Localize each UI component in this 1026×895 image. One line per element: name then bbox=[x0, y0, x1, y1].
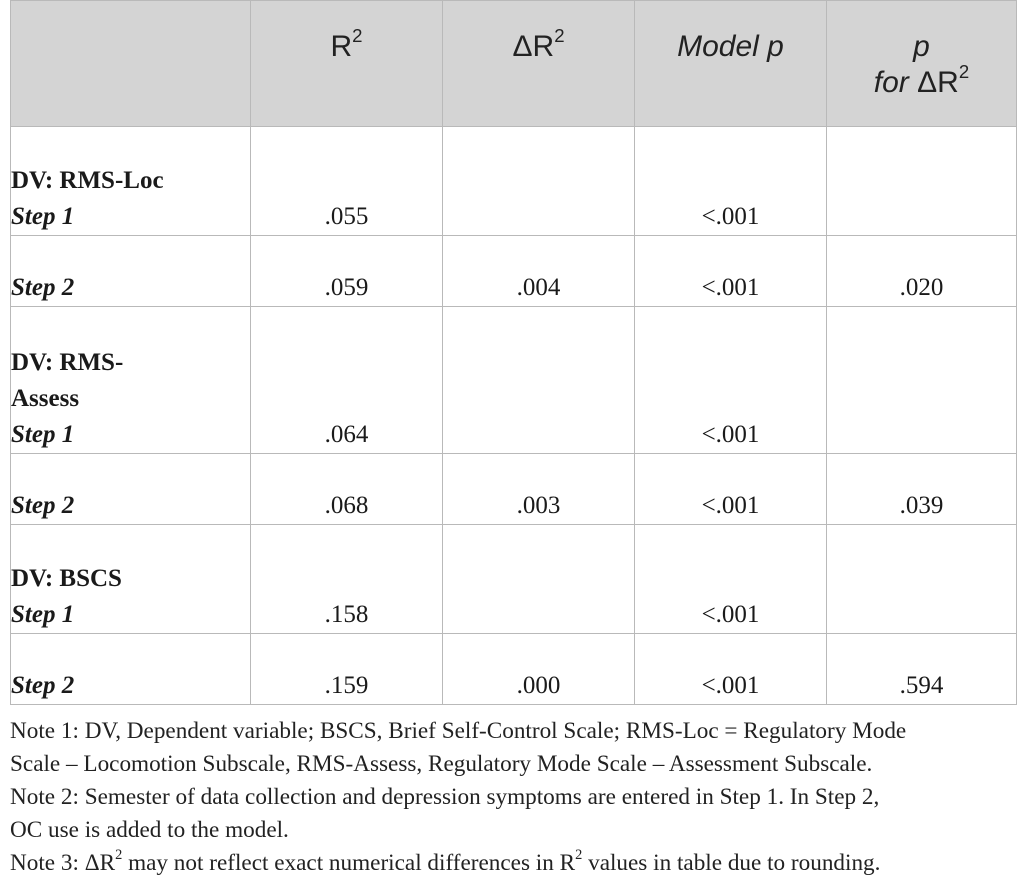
regression-table bbox=[10, 0, 1017, 705]
table-header-row bbox=[11, 1, 1017, 127]
cell-delta-r2 bbox=[443, 127, 635, 236]
cell-r2: .055 bbox=[251, 127, 443, 236]
row-label bbox=[11, 525, 251, 634]
dv-label: DV: RMS- bbox=[11, 349, 124, 376]
cell-delta-r2 bbox=[443, 525, 635, 634]
cell-p-delta-r2 bbox=[827, 127, 1017, 236]
table-page bbox=[10, 0, 1016, 880]
note-2-line-2: OC use is added to the model. bbox=[10, 817, 289, 843]
cell-model-p: <.001 bbox=[635, 127, 827, 236]
cell-p-delta-r2 bbox=[827, 525, 1017, 634]
step-label: Step 2 bbox=[11, 672, 75, 699]
note-1-line-1: Note 1: DV, Dependent variable; BSCS, Brief Self-Control Scale; RMS-Loc = Regulatory Mode bbox=[10, 718, 907, 744]
note-3: Note 3: $\Delta R^2$ may not reflect exact numerical differences in $R^2$ values in table due to rounding. bbox=[10, 847, 881, 876]
cell-p-delta-r2 bbox=[827, 307, 1017, 454]
cell-delta-r2: .003 bbox=[443, 454, 635, 525]
cell-p-delta-r2: .039 bbox=[827, 454, 1017, 525]
row-label bbox=[11, 454, 251, 525]
cell-p-delta-r2: .594 bbox=[827, 634, 1017, 705]
cell-delta-r2: .004 bbox=[443, 236, 635, 307]
table-row bbox=[11, 307, 1017, 454]
cell-r2: .059 bbox=[251, 236, 443, 307]
table-row bbox=[11, 634, 1017, 705]
cell-model-p: <.001 bbox=[635, 236, 827, 307]
dv-label: DV: BSCS bbox=[11, 565, 122, 592]
cell-model-p: <.001 bbox=[635, 525, 827, 634]
row-label bbox=[11, 634, 251, 705]
table-row bbox=[11, 236, 1017, 307]
cell-r2: .068 bbox=[251, 454, 443, 525]
cell-delta-r2: .000 bbox=[443, 634, 635, 705]
step-label: Step 1 bbox=[11, 421, 75, 448]
cell-model-p: <.001 bbox=[635, 307, 827, 454]
row-label bbox=[11, 127, 251, 236]
step-label: Step 2 bbox=[11, 274, 75, 301]
dv-label-continued: Assess bbox=[11, 385, 80, 412]
cell-delta-r2 bbox=[443, 307, 635, 454]
row-label bbox=[11, 307, 251, 454]
cell-p-delta-r2: .020 bbox=[827, 236, 1017, 307]
cell-r2: .158 bbox=[251, 525, 443, 634]
step-label: Step 2 bbox=[11, 492, 75, 519]
table-notes bbox=[10, 715, 1020, 880]
cell-r2: .064 bbox=[251, 307, 443, 454]
row-label bbox=[11, 236, 251, 307]
step-label: Step 1 bbox=[11, 601, 75, 628]
table-row bbox=[11, 525, 1017, 634]
header-model-p: Model p bbox=[635, 1, 827, 127]
header-r2: $R^2$ bbox=[251, 1, 443, 127]
cell-r2: .159 bbox=[251, 634, 443, 705]
cell-model-p: <.001 bbox=[635, 634, 827, 705]
header-delta-r2: $\Delta R^2$ bbox=[443, 1, 635, 127]
note-1-line-2: Scale – Locomotion Subscale, RMS-Assess, Regulatory Mode Scale – Assessment Subscale. bbox=[10, 751, 873, 777]
note-2-line-1: Note 2: Semester of data collection and depression symptoms are entered in Step 1. In Step 2, bbox=[10, 784, 880, 810]
step-label: Step 1 bbox=[11, 203, 75, 230]
dv-label: DV: RMS-Loc bbox=[11, 167, 164, 194]
cell-model-p: <.001 bbox=[635, 454, 827, 525]
table-row bbox=[11, 454, 1017, 525]
table-row bbox=[11, 127, 1017, 236]
header-empty-cell bbox=[11, 1, 251, 127]
header-p-for-delta-r2: p for $\Delta R^2$ bbox=[827, 1, 1017, 127]
